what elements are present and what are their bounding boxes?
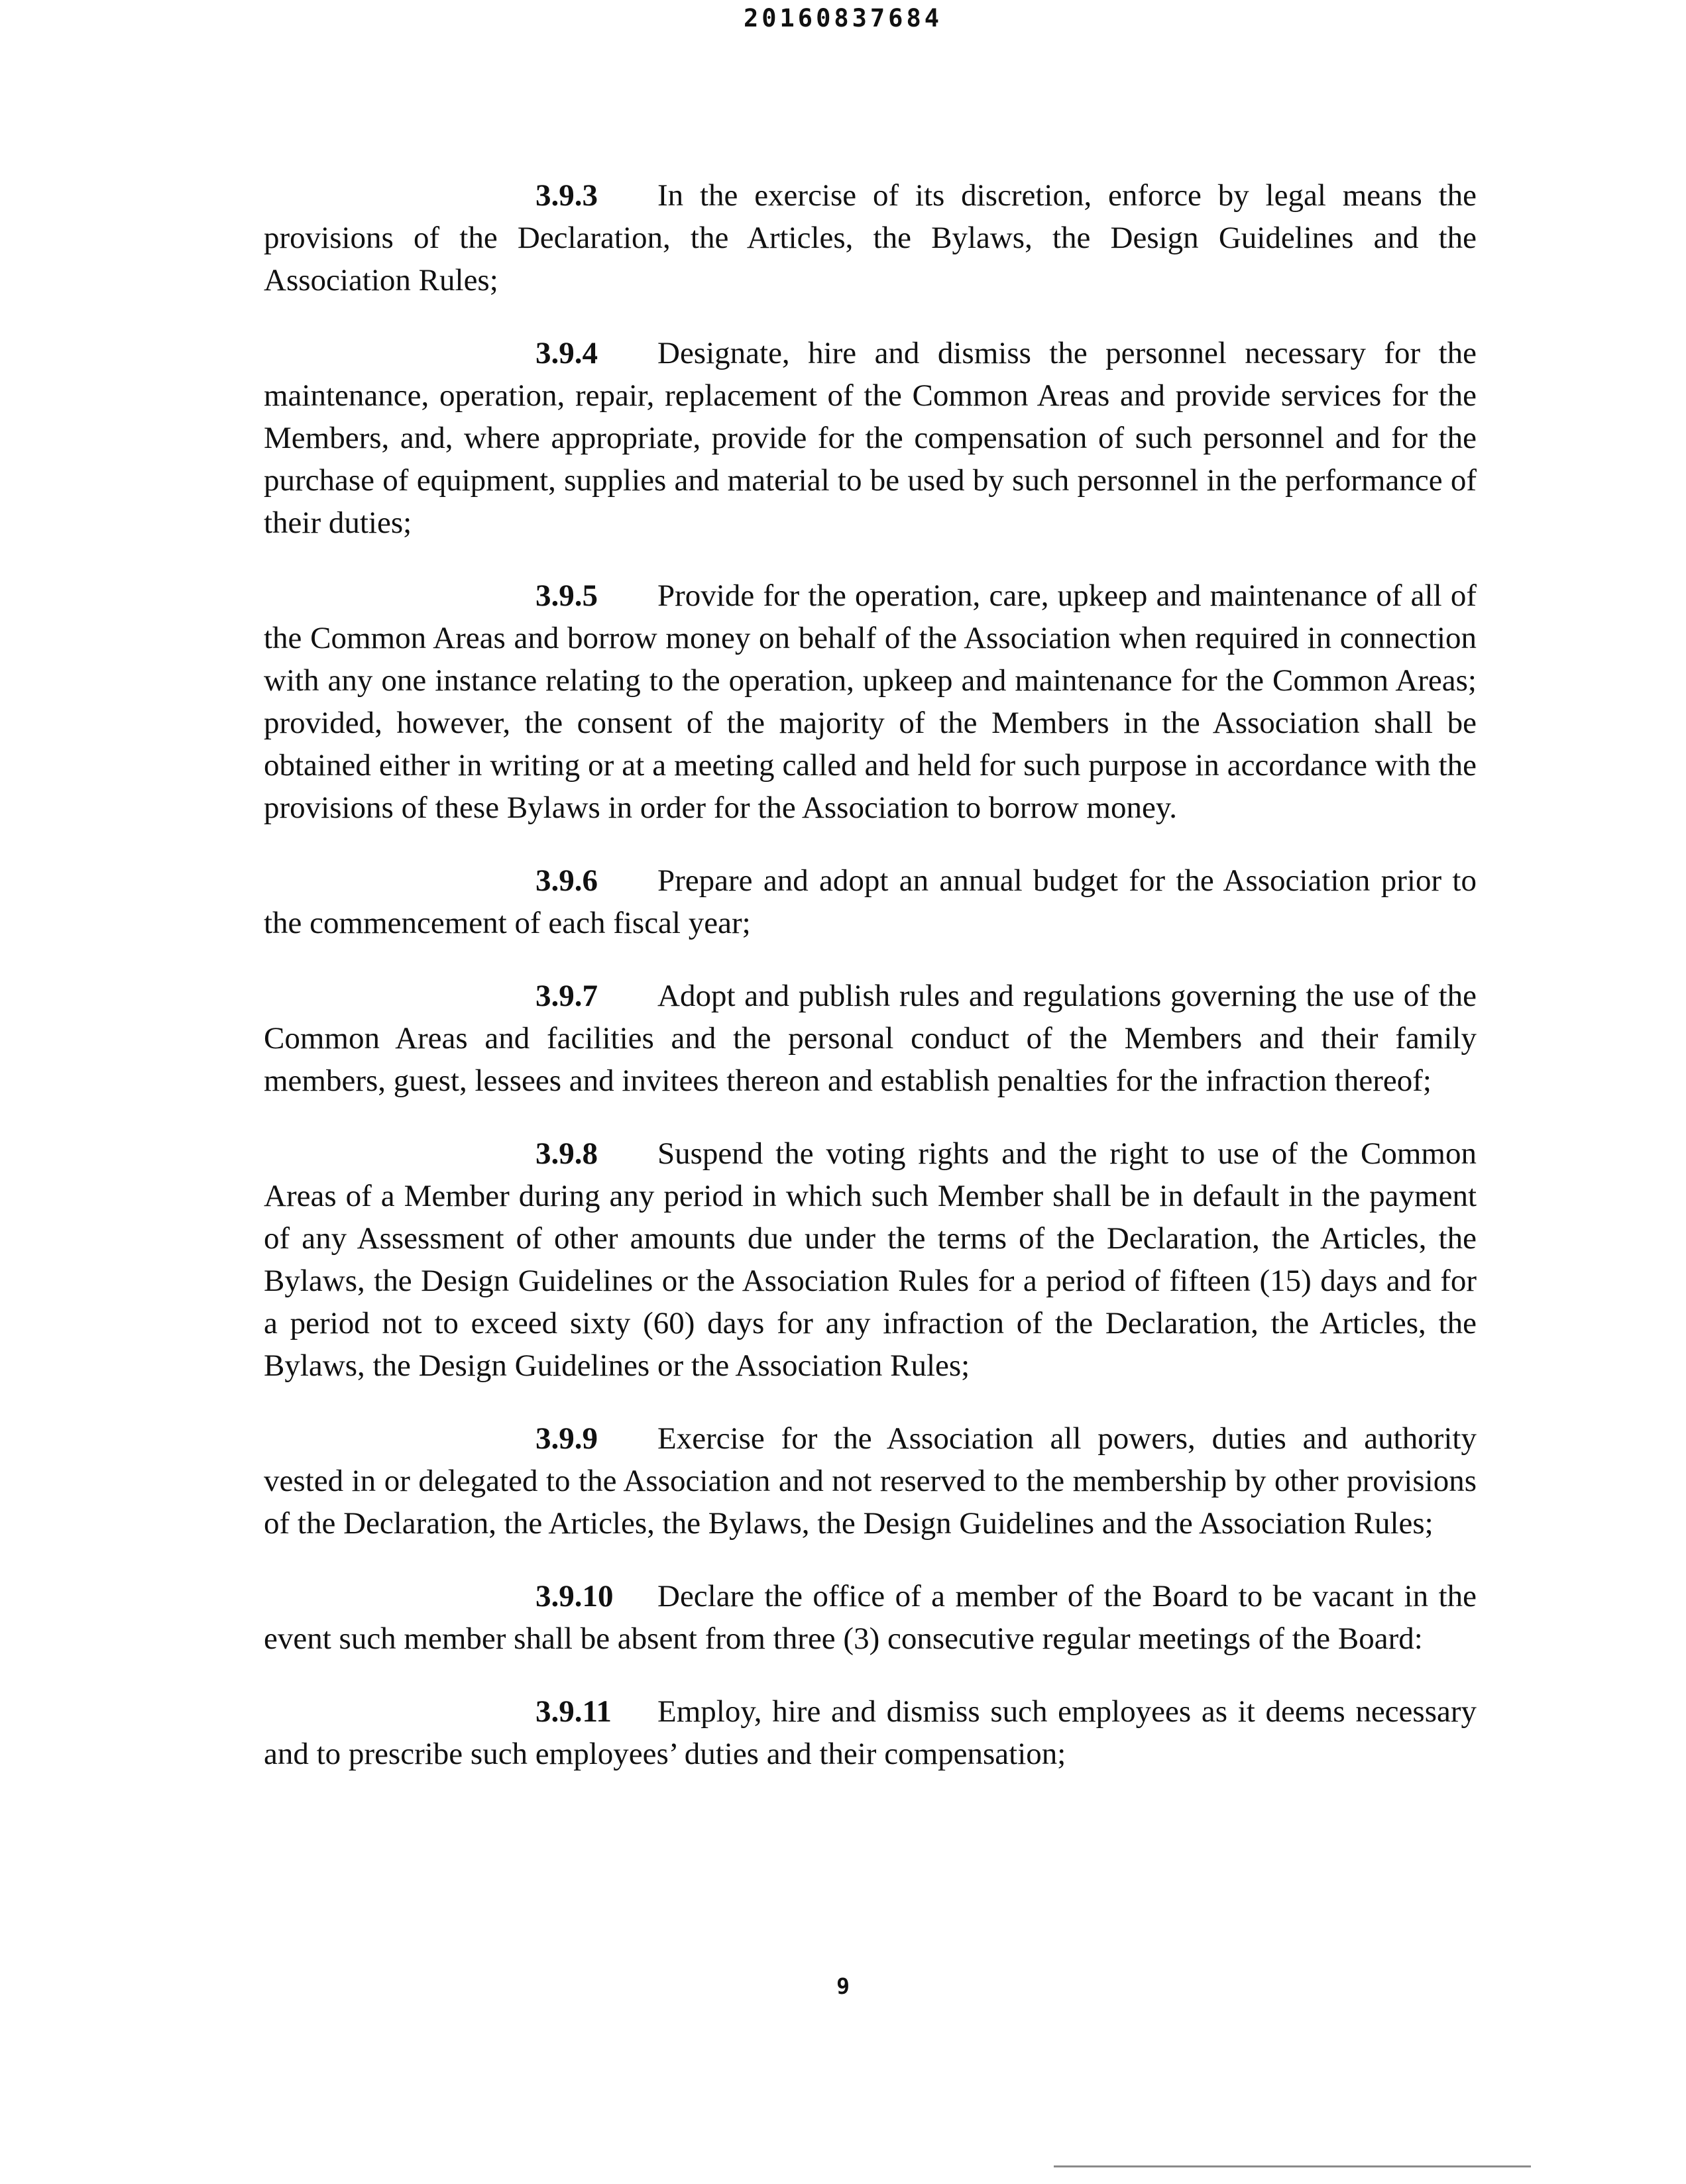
section-text: Suspend the voting rights and the right to use of the Common Areas of a Member during any period in which such Member shall be in default in the payment of any Assessment of other amounts due under the terms of the Declaration, the Articles, the Bylaws, the Design Guidelines or the Association Rules for a period of fifteen (15) days and for a period not to exceed sixty (60) days for any infraction of the Declaration, the Articles, the Bylaws, the Design Guidelines or the Association Rules; (264, 1136, 1477, 1383)
scan-divider-line (1054, 2165, 1531, 2167)
section-3-9-11 (264, 1690, 1477, 1775)
section-number: 3.9.6 (535, 863, 598, 898)
section-number: 3.9.4 (535, 336, 598, 370)
section-text: Declare the office of a member of the Board to be vacant in the event such member shall be absent from three (3) consecutive regular meetings of the Board: (264, 1579, 1477, 1656)
section-text: Exercise for the Association all powers, duties and authority vested in or delegated to the Association and not reserved to the membership by other provisions of the Declaration, the Articles, the Bylaws, the Design Guidelines and the Association Rules; (264, 1421, 1477, 1541)
section-3-9-6 (264, 859, 1477, 944)
section-number: 3.9.5 (535, 578, 598, 613)
section-number: 3.9.3 (535, 178, 598, 213)
section-3-9-4 (264, 332, 1477, 544)
document-body (264, 174, 1477, 1806)
section-text: Adopt and publish rules and regulations governing the use of the Common Areas and facilities and the personal conduct of the Members and their family members, guest, lessees and invitees thereon and establish penalties for the infraction thereof; (264, 979, 1477, 1098)
section-text: Prepare and adopt an annual budget for the Association prior to the commencement of each fiscal year; (264, 863, 1477, 940)
section-text: In the exercise of its discretion, enforce by legal means the provisions of the Declaration, the Articles, the Bylaws, the Design Guidelines and the Association Rules; (264, 178, 1477, 298)
section-number: 3.9.7 (535, 979, 598, 1013)
section-number: 3.9.11 (535, 1694, 612, 1729)
section-3-9-10 (264, 1575, 1477, 1660)
page-number: 9 (836, 1973, 850, 1999)
section-number: 3.9.9 (535, 1421, 598, 1456)
section-3-9-5 (264, 574, 1477, 829)
section-3-9-3 (264, 174, 1477, 301)
section-text: Designate, hire and dismiss the personnel necessary for the maintenance, operation, repair, replacement of the Common Areas and provide services for the Members, and, where appropriate, provide for the compensation of such personnel and for the purchase of equipment, supplies and material to be used by such personnel in the performance of their duties; (264, 336, 1477, 540)
section-3-9-9 (264, 1417, 1477, 1545)
section-3-9-7 (264, 975, 1477, 1102)
document-number: 20160837684 (743, 4, 943, 32)
section-3-9-8 (264, 1132, 1477, 1387)
section-number: 3.9.8 (535, 1136, 598, 1171)
section-number: 3.9.10 (535, 1579, 614, 1613)
section-text: Employ, hire and dismiss such employees as it deems necessary and to prescribe such employees’ duties and their compensation; (264, 1694, 1477, 1771)
section-text: Provide for the operation, care, upkeep and maintenance of all of the Common Areas and borrow money on behalf of the Association when required in connection with any one instance relating to the operation, upkeep and maintenance for the Common Areas; provided, however, the consent of the majority of the Members in the Association shall be obtained either in writing or at a meeting called and held for such purpose in accordance with the provisions of these Bylaws in order for the Association to borrow money. (264, 578, 1477, 825)
